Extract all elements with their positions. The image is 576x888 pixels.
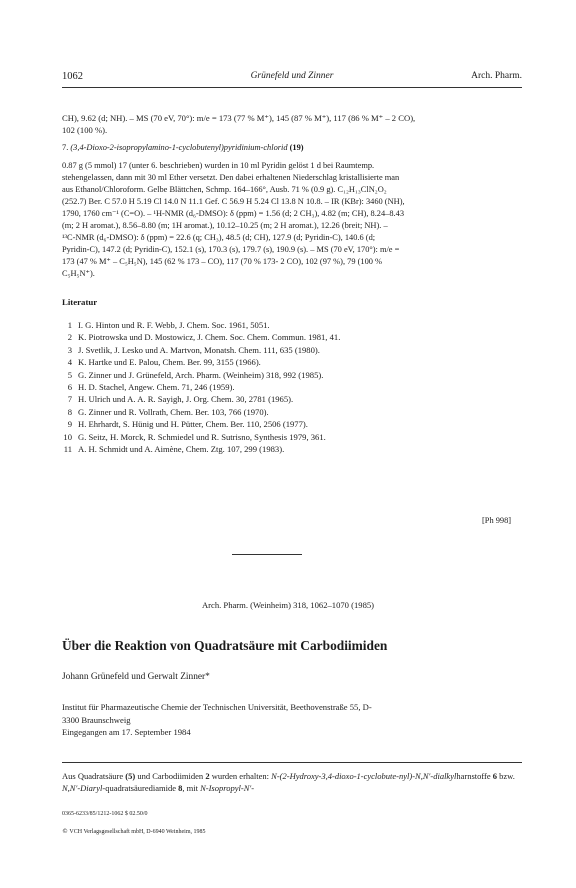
reference-text: I. G. Hinton und R. F. Webb, J. Chem. Soc. 1961, 5051. [78, 320, 270, 330]
reference-item [62, 406, 522, 418]
reference-text: K. Hartke und E. Palou, Chem. Ber. 99, 3155 (1966). [78, 357, 261, 368]
running-head [62, 71, 522, 85]
page-number: 1062 [62, 71, 83, 82]
reference-item [62, 356, 522, 368]
reference-number: 7 [67, 394, 72, 405]
abstract-text: harnstoffe [456, 771, 493, 781]
reference-text: H. Ulrich und A. A. R. Sayigh, J. Org. Chem. 30, 2781 (1965). [78, 394, 294, 405]
article-end-tag: [Ph 998] [482, 516, 512, 525]
reference-item [62, 443, 522, 455]
abstract-text: wurden erhalten: [209, 771, 272, 781]
reference-item [62, 331, 522, 343]
experimental-paragraph [62, 160, 522, 280]
reference-text: J. Svetlik, J. Lesko und A. Martvon, Monatsh. Chem. 111, 635 (1980). [78, 344, 320, 355]
copyright-text: VCH Verlagsgesellschaft mbH, D-6940 Weinheim, 1985 [69, 829, 206, 835]
article-authors: Johann Grünefeld und Gerwalt Zinner* [62, 672, 210, 682]
experimental-line: ¹³C-NMR (d₆-DMSO): δ (ppm) = 22.6 (q; CH₃), 48.5 (d; CH), 127.9 (d; Pyridin-C), 140.6 (d; [62, 233, 376, 242]
journal-abbreviation: Arch. Pharm. [471, 71, 522, 81]
reference-number: 1 [67, 320, 72, 330]
abstract-italic: N,N′-Diaryl [62, 783, 103, 794]
header-rule [62, 87, 522, 88]
experimental-line: Pyridin-C), 147.2 (d; Pyridin-C), 152.1 (s), 170.3 (s), 179.7 (s), 190.9 (s). – MS (70 eV, 170°): m/e = [62, 245, 400, 254]
reference-number: 10 [63, 431, 72, 442]
experimental-line: 0.87 g (5 mmol) 17 (unter 6. beschrieben) wurden in 10 ml Pyridin gelöst 1 d bei Raumtemp. [62, 161, 375, 170]
reference-number: 6 [67, 381, 72, 392]
compound-ref: (5) [125, 771, 136, 781]
compound-heading [62, 142, 522, 154]
reference-text: G. Zinner und R. Vollrath, Chem. Ber. 103, 766 (1970). [78, 406, 269, 417]
abstract-text: -quadratsäurediamide [102, 783, 179, 794]
reference-item [62, 344, 522, 356]
abstract-rule [62, 762, 522, 763]
article-title: Über die Reaktion von Quadratsäure mit Carbodiimiden [62, 638, 388, 653]
received-date: Eingegangen am 17. September 1984 [62, 727, 191, 738]
compound-label: (19) [289, 143, 304, 152]
abstract [62, 770, 522, 794]
compound-name: (3,4-Dioxo-2-isopropylamino-1-cyclobutenyl)pyridinium-chlorid [70, 143, 288, 152]
reference-number: 8 [67, 406, 72, 417]
affiliation-block [62, 701, 522, 739]
compound-ref: 8 [178, 783, 183, 794]
affiliation-line: Institut für Pharmazeutische Chemie der Technischen Universität, Beethovenstraße 55, D- [62, 702, 372, 712]
reference-number: 9 [67, 419, 72, 430]
reference-item [62, 393, 522, 405]
literature-heading: Literatur [62, 297, 98, 307]
experimental-line: 1790, 1760 cm⁻¹ (C=O). – ¹H-NMR (d₆-DMSO): δ (ppm) = 1.56 (d; 2 CH₃), 4.82 (m; CH), 8.24–8.43 [62, 209, 405, 218]
reference-item [62, 381, 522, 393]
compound-ref: 6 [492, 771, 498, 781]
reference-item [62, 319, 522, 331]
compound-ref: 2 [205, 771, 210, 781]
reference-text: H. Ehrhardt, S. Hünig und H. Pütter, Chem. Ber. 110, 2506 (1977). [78, 419, 308, 430]
reference-number: 5 [67, 369, 72, 380]
copyright-symbol: © [62, 828, 68, 835]
running-title: Grünefeld und Zinner [250, 71, 334, 81]
reference-item [62, 369, 522, 381]
abstract-text: Aus Quadratsäure [62, 771, 126, 781]
reference-item [62, 431, 522, 443]
abstract-text: , mit [182, 783, 201, 794]
experimental-line: (m; 2 H aromat.), 8.56–8.80 (m; 1H aromat.), 10.12–10.25 (m; 2 H aromat.), 12.26 (breit; NH). – [62, 221, 388, 230]
experimental-line: stehengelassen, dann mit 30 ml Ether versetzt. Den dabei erhaltenen Niederschlag kristallisierte man [62, 173, 400, 182]
reference-number: 3 [67, 344, 72, 355]
continuation-line: 102 (100 %). [62, 125, 108, 136]
reference-text: G. Seitz, H. Morck, R. Schmiedel und R. Sutrisno, Synthesis 1979, 361. [78, 431, 326, 442]
abstract-text: und Carbodiimiden [135, 771, 206, 781]
reference-item [62, 418, 522, 430]
reference-number: 4 [67, 357, 72, 368]
issn-line: 0365-6233/85/1212-1062 $ 02.50/0 [62, 811, 148, 817]
experimental-line: aus Ethanol/Chloroform. Gelbe Blättchen, Schmp. 164–166°, Ausb. 71 % (0.9 g). C₁₂H₁₃ClN₂O₂ [62, 185, 387, 194]
reference-list [62, 319, 522, 455]
affiliation-line: 3300 Braunschweig [62, 714, 131, 725]
copyright-line [62, 828, 206, 835]
reference-number: 11 [63, 443, 72, 454]
reference-number: 2 [67, 332, 72, 343]
spectral-data-continuation [62, 112, 522, 136]
abstract-italic: N-(2-Hydroxy-3,4-dioxo-1-cyclobute-nyl)-N,N′-dialkyl [271, 771, 457, 781]
reference-text: A. H. Schmidt und A. Aimène, Chem. Ztg. 107, 299 (1983). [78, 443, 285, 454]
reference-text: G. Zinner und J. Grünefeld, Arch. Pharm. (Weinheim) 318, 992 (1985). [78, 369, 324, 380]
experimental-line: 173 (47 % M⁺ – C₅H₅N), 145 (62 % 173 – CO), 117 (70 % 173- 2 CO), 102 (97 %), 79 (100 % [62, 257, 383, 266]
continuation-line: CH), 9.62 (d; NH). – MS (70 eV, 70°): m/e = 173 (77 % M⁺), 145 (87 % M⁺), 117 (86 % M⁺ – 2 CO), [62, 113, 416, 123]
experimental-line: (252.7) Ber. C 57.0 H 5.19 Cl 14.0 N 11.1 Gef. C 56.9 H 5.24 Cl 13.8 N 10.8. – IR (KBr): 3460 (NH), [62, 197, 405, 206]
experimental-line: C₅H₅N⁺). [62, 269, 95, 278]
reference-text: H. D. Stachel, Angew. Chem. 71, 246 (1959). [78, 381, 235, 392]
compound-number: 7. [62, 143, 69, 152]
reference-text: K. Piotrowska und D. Mostowicz, J. Chem. Soc. Chem. Commun. 1981, 41. [78, 332, 341, 343]
abstract-italic: N-Isopropyl-N′- [200, 783, 255, 794]
section-divider [232, 554, 302, 555]
article-citation: Arch. Pharm. (Weinheim) 318, 1062–1070 (1985) [201, 600, 375, 610]
abstract-text: bzw. [497, 771, 515, 781]
